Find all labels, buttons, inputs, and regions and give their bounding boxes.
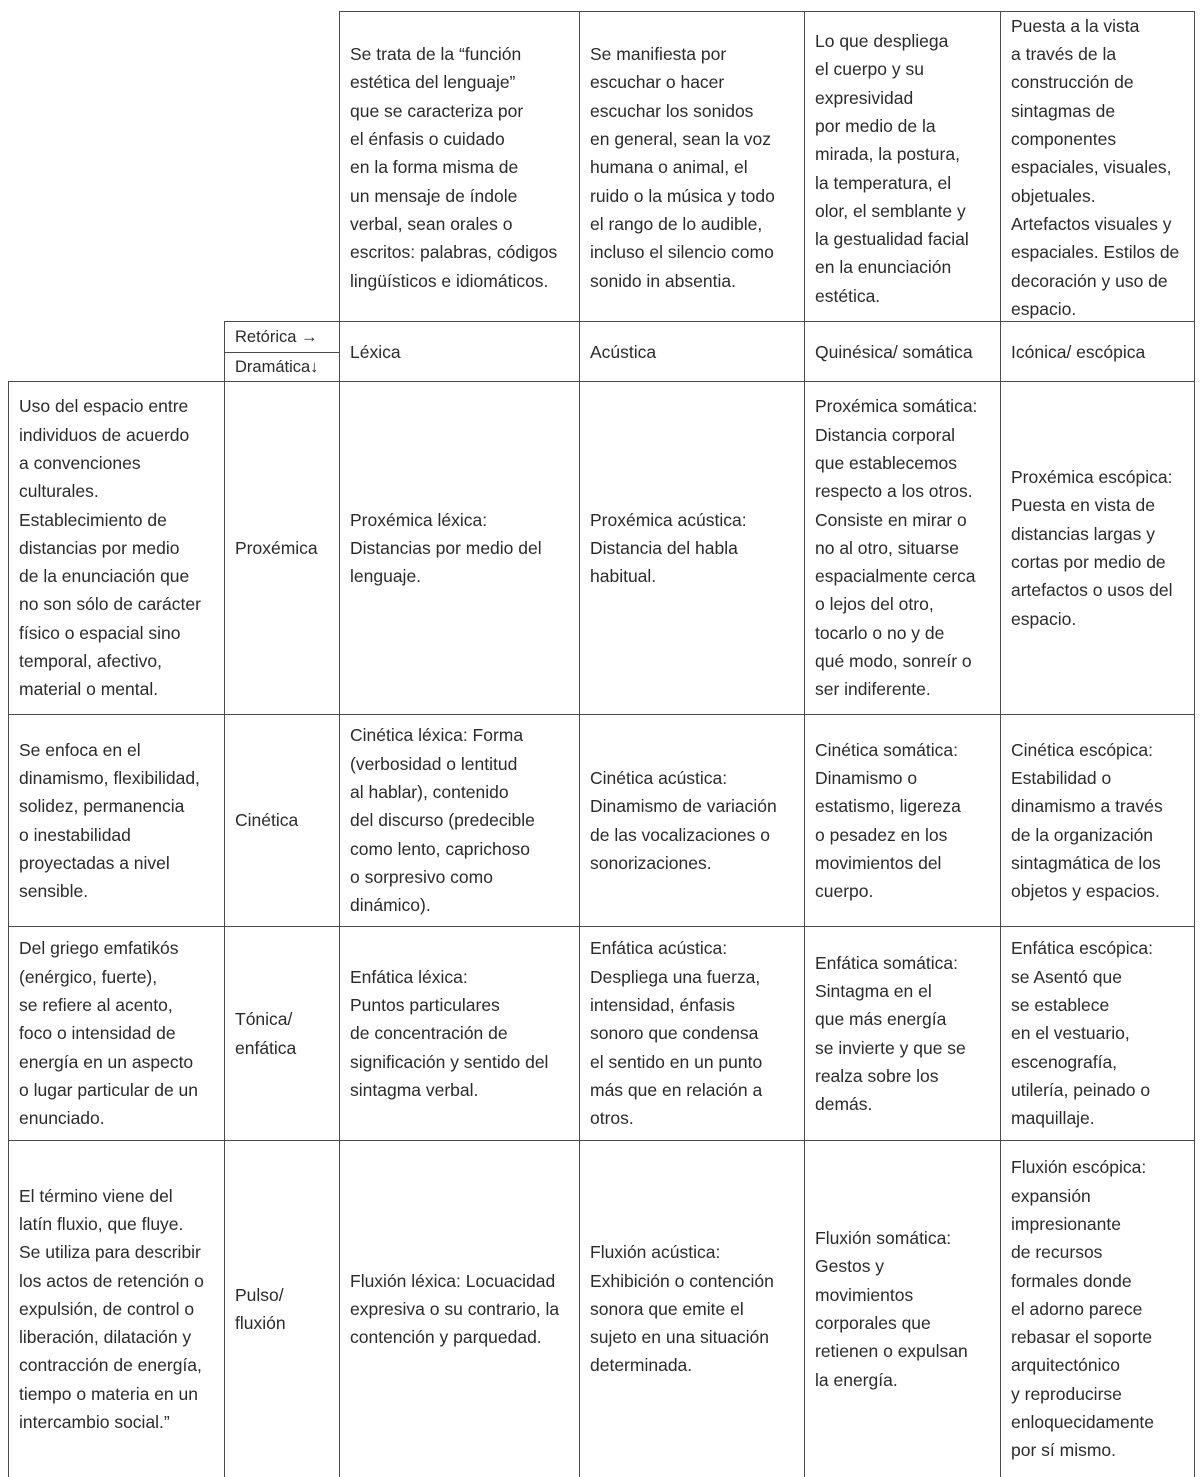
row-proxemica-lexica: Proxémica léxica: Distancias por medio del lenguaje. [350, 509, 542, 587]
row-cinetica-acustica: Cinética acústica: Dinamismo de variación de las vocalizaciones o sonorizaciones. [590, 767, 777, 873]
row-proxemica-escopica: Proxémica escópica: Puesta en vista de distancias largas y cortas por medio de artefactos o usos del espacio. [1011, 467, 1173, 629]
desc-lexica: Se trata de la “función estética del lenguaje” que se caracteriza por el énfasis o cuidado en la forma misma de un mensaje de índole verbal, sean orales o escritos: palabras, códigos lingüísticos e idiomáticos. [350, 44, 558, 291]
row-enfatica-escopica: Enfática escópica: se Asentó que se establece en el vestuario, escenografía, utilería, peinado o maquillaje. [1011, 938, 1154, 1129]
row-cinetica-name: Cinética [235, 810, 299, 831]
row-enfatica-somatica: Enfática somática: Sintagma en el que más energía se invierte y que se realza sobre los demás. [815, 952, 966, 1115]
row-proxemica-acustica: Proxémica acústica: Distancia del habla habitual. [590, 509, 747, 587]
dramatica-label: Dramática↓ [235, 357, 319, 376]
row-enfatica-lexica: Enfática léxica: Puntos particulares de concentración de significación y sentido del sintagma verbal. [350, 966, 549, 1100]
row-fluxion-lexica: Fluxión léxica: Locuacidad expresiva o su contrario, la contención y parquedad. [350, 1270, 560, 1348]
row-cinetica-lexica: Cinética léxica: Forma (verbosidad o lentitud al hablar), contenido del discurso (predecible como lento, caprichoso o sorpresivo como dinámico). [350, 725, 535, 916]
row-enfatica-acustica: Enfática acústica: Despliega una fuerza, intensidad, énfasis sonoro que condensa el sentido en un punto más que en relación a otros. [590, 938, 763, 1129]
header-acustica: Acústica [590, 341, 657, 362]
row-cinetica-escopica: Cinética escópica: Estabilidad o dinamismo a través de la organización sintagmática de los objetos y espacios. [1011, 739, 1163, 902]
row-fluxion-escopica: Fluxión escópica: expansión impresionante de recursos formales donde el adorno parece rebasar el soporte arquitectónico y reproducirse enloquecidamente por sí mismo. [1011, 1157, 1155, 1461]
header-quinesica: Quinésica/ somática [815, 341, 973, 362]
vline-right [1194, 11, 1195, 1477]
desc-acustica: Se manifiesta por escuchar o hacer escuchar los sonidos en general, sean la voz humana o animal, el ruido o la música y todo el rango de lo audible, incluso el silencio como sonido in absentia. [590, 44, 775, 291]
header-iconica: Icónica/ escópica [1011, 341, 1146, 362]
row-enfatica-description: Del griego emfatikós (enérgico, fuerte), se refiere al acento, foco o intensidad de energía en un aspecto o lugar particular de un enunciado. [19, 938, 198, 1129]
row-fluxion-acustica: Fluxión acústica: Exhibición o contención sonora que emite el sujeto en una situación determinada. [590, 1242, 774, 1376]
row-enfatica-name: Tónica/ enfática [235, 1009, 297, 1058]
row-cinetica-somatica: Cinética somática: Dinamismo o estatismo, ligereza o pesadez en los movimientos del cuerpo. [815, 739, 961, 902]
row-cinetica-description: Se enfoca en el dinamismo, flexibilidad, solidez, permanencia o inestabilidad proyectadas a nivel sensible. [19, 739, 200, 902]
row-proxemica-description: Uso del espacio entre individuos de acuerdo a convenciones culturales. Establecimiento de distancias por medio de la enunciación que no son sólo de carácter físico o espacial sino temporal, afectivo, material o mental. [19, 396, 201, 700]
header-lexica: Léxica [350, 341, 401, 362]
row-proxemica-name: Proxémica [235, 537, 318, 558]
retorica-label: Retórica → [235, 327, 318, 346]
desc-quinesica: Lo que despliega el cuerpo y su expresividad por medio de la mirada, la postura, la temperatura, el olor, el semblante y la gestualidad facial en la enunciación estética. [815, 31, 969, 306]
row-fluxion-description: El término viene del latín fluxio, que fluye. Se utiliza para describir los actos de retención o expulsión, de control o liberación, dilatación y contracción de energía, tiempo o materia en un intercambio social.” [19, 1185, 204, 1433]
row-proxemica-somatica: Proxémica somática: Distancia corporal que establecemos respecto a los otros. Consiste en mirar o no al otro, situarse espacialmente cerca o lejos del otro, tocarlo o no y de qué modo, sonreír o ser indiferente. [815, 396, 978, 700]
row-fluxion-somatica: Fluxión somática: Gestos y movimientos corporales que retienen o expulsan la energía. [815, 1228, 968, 1390]
desc-iconica: Puesta a la vista a través de la construcción de sintagmas de componentes espaciales, visuales, objetuales. Artefactos visuales y espaciales. Estilos de decoración y uso de espacio. [1011, 15, 1180, 319]
row-fluxion-name: Pulso/ fluxión [235, 1284, 286, 1333]
